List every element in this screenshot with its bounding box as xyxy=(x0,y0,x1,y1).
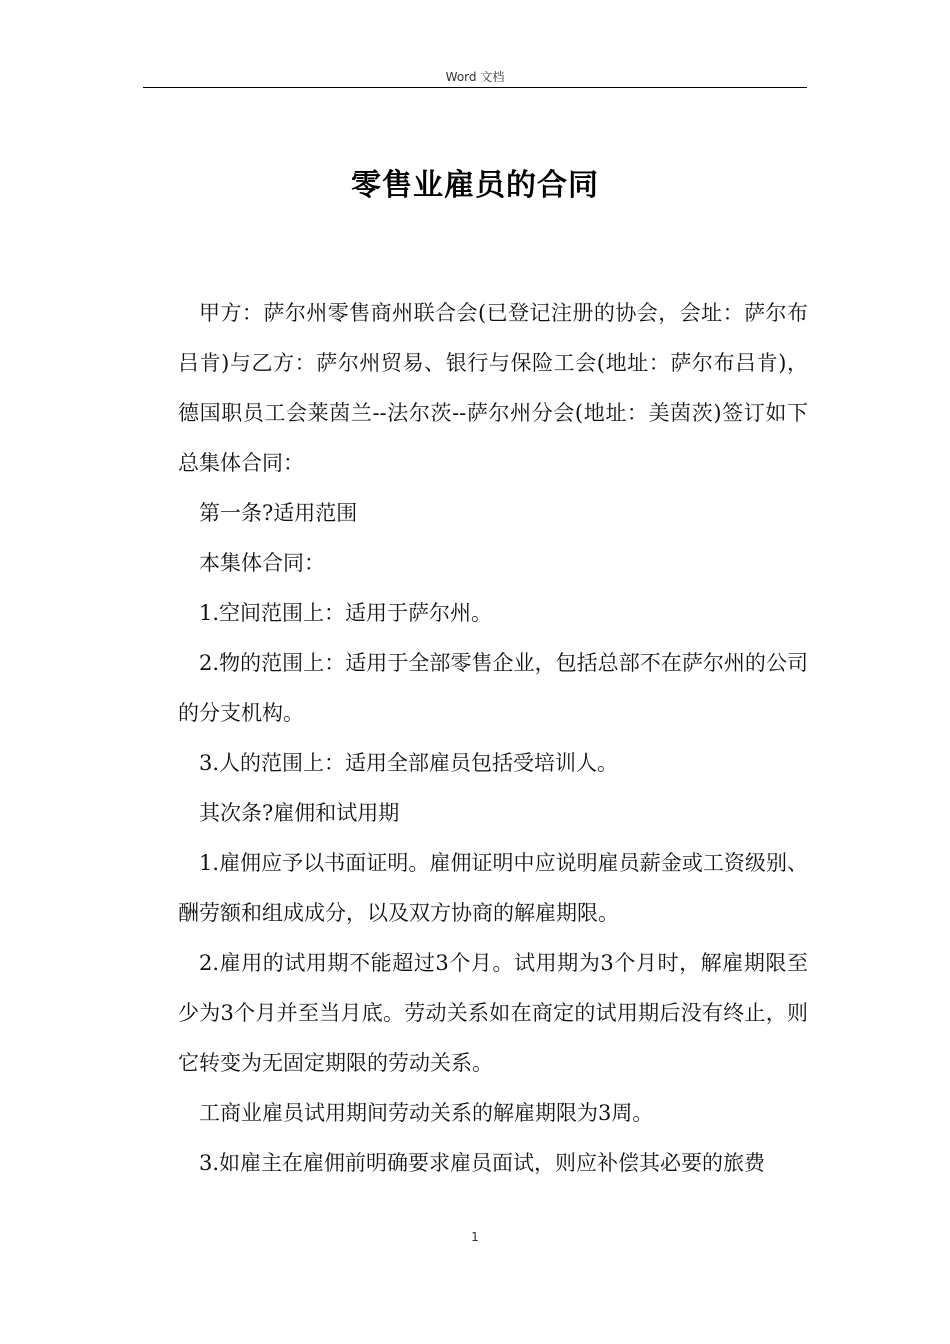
paragraph-probation-notice: 工商业雇员试用期间劳动关系的解雇期限为3周。 xyxy=(199,1101,654,1125)
paragraph-parties: 甲方：萨尔州零售商州联合会(已登记注册的协会，会址：萨尔布吕肯)与乙方：萨尔州贸易、银行与保险工会(地址：萨尔布吕肯)，德国职员工会莱茵兰--法尔茨--萨尔州分会(地址：美茵茨)签订如下总集体合同： xyxy=(178,301,808,475)
document-title: 零售业雇员的合同 xyxy=(351,168,599,203)
header-divider xyxy=(143,87,807,88)
paragraph-scope-intro: 本集体合同： xyxy=(199,551,325,575)
page-header: Word 文档 xyxy=(445,70,505,84)
paragraph-employment-3: 3.如雇主在雇佣前明确要求雇员面试，则应补偿其必要的旅费 xyxy=(199,1151,766,1175)
page-number: 1 xyxy=(471,1230,479,1244)
paragraph-scope-1: 1.空间范围上：适用于萨尔州。 xyxy=(199,601,493,625)
paragraph-scope-2: 2.物的范围上：适用于全部零售企业，包括总部不在萨尔州的公司的分支机构。 xyxy=(178,651,808,725)
paragraph-article-1-heading: 第一条?适用范围 xyxy=(199,501,358,525)
paragraph-employment-1: 1.雇佣应予以书面证明。雇佣证明中应说明雇员薪金或工资级别、酬劳额和组成成分，以及双方协商的解雇期限。 xyxy=(178,851,808,925)
paragraph-article-2-heading: 其次条?雇佣和试用期 xyxy=(199,801,400,825)
paragraph-employment-2: 2.雇用的试用期不能超过3个月。试用期为3个月时，解雇期限至少为3个月并至当月底。劳动关系如在商定的试用期后没有终止，则它转变为无固定期限的劳动关系。 xyxy=(178,951,808,1075)
paragraph-scope-3: 3.人的范围上：适用全部雇员包括受培训人。 xyxy=(199,751,619,775)
document-body xyxy=(178,288,808,1188)
